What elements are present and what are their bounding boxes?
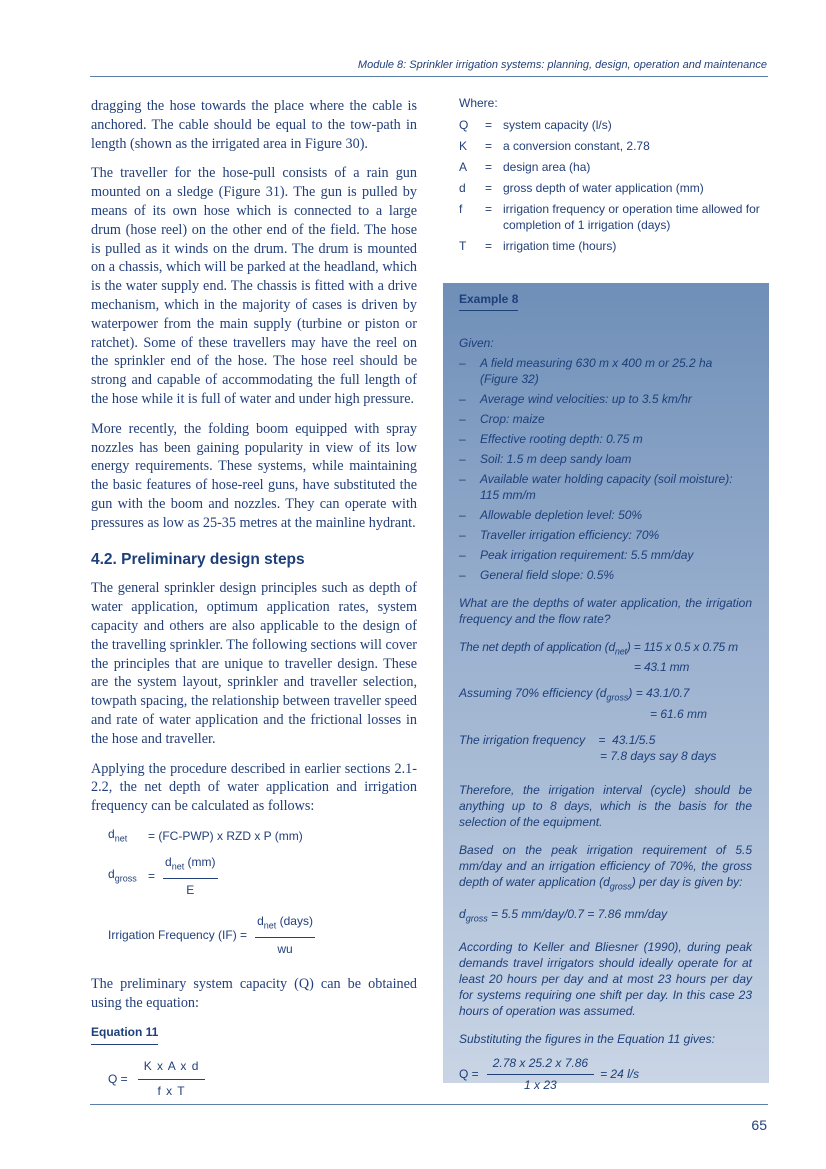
- where-def: design area (ha): [503, 160, 591, 174]
- dash-bullet: –: [459, 432, 466, 446]
- where-sym: K: [459, 139, 468, 153]
- list-item: [459, 527, 752, 543]
- dash-bullet: –: [459, 412, 466, 426]
- given-label: Given:: [459, 336, 494, 350]
- paragraph: Applying the procedure described in earlier sections 2.1-2.2, the net depth of water application and irrigation frequency can be calculated as follows:: [91, 760, 417, 815]
- header-rule: [90, 76, 768, 77]
- dash-bullet: –: [459, 392, 466, 406]
- fraction: $\frac{2.78 x 25.2 x 7.86}{1 x 23}$: [487, 1055, 594, 1093]
- where-def: gross depth of water application (mm): [503, 181, 704, 195]
- where-sym: A: [459, 160, 468, 174]
- paragraph: dragging the hose towards the place where the cable is anchored. The cable should be equal to the tow-path in length (shown as the irrigated area in Figure 30).: [91, 98, 417, 152]
- formula-dnet: $d_{net}$ = (FC-PWP) x RZD x P (mm): [108, 827, 303, 844]
- list-item-text: Allowable depletion level: 50%: [480, 508, 643, 522]
- where-def: irrigation time (hours): [503, 239, 617, 253]
- list-item-text: Average wind velocities: up to 3.5 km/hr: [480, 392, 692, 406]
- list-item-text: General field slope: 0.5%: [480, 568, 615, 582]
- where-block: [459, 96, 769, 259]
- where-eq: =: [485, 202, 493, 216]
- example-box: [443, 283, 769, 1092]
- footer-rule: [90, 1104, 768, 1105]
- given-list: [459, 355, 752, 583]
- paragraph: Therefore, the irrigation interval (cycle) should be anything up to 8 days, which is the basis for the selection of the equipment.: [459, 782, 752, 829]
- dash-bullet: –: [459, 548, 466, 562]
- list-item: [459, 355, 752, 387]
- where-eq: =: [485, 139, 493, 153]
- where-sym: f: [459, 202, 463, 216]
- where-row: [459, 117, 769, 133]
- where-def: irrigation frequency or operation time allowed for completion of 1 irrigation (days): [503, 202, 760, 232]
- section-title: 4.2. Preliminary design steps: [91, 550, 305, 568]
- fraction: $\frac{\text{K x A x d}}{\text{f x T}}$: [138, 1057, 206, 1101]
- where-list: [459, 117, 769, 254]
- where-eq: =: [485, 160, 493, 174]
- where-eq: =: [485, 239, 493, 253]
- equation-11: Q = $\frac{\text{K x A x d}}{\text{f x T}}$: [91, 1057, 417, 1101]
- calc-net-depth: The net depth of application $(d_{net}) = 115$ x 0.5 x 0.75 m = 43.1 mm: [459, 640, 738, 675]
- formula-dgross: $d_{gross}$ = $\frac{d_{net} (mm)}{E}$: [108, 853, 417, 900]
- where-eq: =: [485, 118, 493, 132]
- where-def: a conversion constant, 2.78: [503, 139, 650, 153]
- flow-rate-calc: Q = $\frac{2.78 x 25.2 x 7.86}{1 x 23}$ = 24 l/s: [459, 1055, 640, 1092]
- fraction: $\frac{d_{net} (mm)}{E}$: [165, 854, 216, 898]
- running-title: Module 8: Sprinkler irrigation systems: planning, design, operation and maintenance: [357, 59, 767, 71]
- where-sym: T: [459, 239, 467, 253]
- equation-label: Equation 11: [91, 1023, 158, 1045]
- calc-gross-depth: Assuming 70% efficiency $(d_{gross}) = 43.1/0.7$ = 61.6 mm: [459, 686, 708, 721]
- where-row: [459, 201, 769, 233]
- where-row: [459, 138, 769, 154]
- paragraph: The general sprinkler design principles such as depth of water application, optimum application rates, system capacity and others are also applicable to the design of the travelling sprinkler. The following sections will cover the principles that are unique to traveller design. These are the system layout, sprinkler and traveller selection, towpath spacing, the relationship between traveller speed and rate of water application and the frictional losses in the hose and traveller.: [91, 580, 417, 747]
- paragraph: The traveller for the hose-pull consists of a rain gun mounted on a sledge (Figure 31). The gun is pulled by means of its own hose which is connected to a large drum (hose reel) on the other end of the field. The hose is pulled as it winds on the drum. The drum is mounted on a chassis, which will be parked at the headland, which is the water supply end. The chassis is fitted with a drive mechanism, which in the majority of cases is driven by waterpower from the main supply (turbine or piston or ratchet). Some of these travellers may have the reel on the sprinkler end of the hose. The hose reel should be strong and capable of accommodating the full length of the hose while it is full of water and under high pressure.: [91, 165, 417, 407]
- where-eq: =: [485, 181, 493, 195]
- dash-bullet: –: [459, 508, 466, 522]
- list-item-text: Available water holding capacity (soil moisture): 115 mm/m: [480, 472, 733, 502]
- list-item-text: Crop: maize: [480, 412, 545, 426]
- where-sym: d: [459, 181, 466, 195]
- list-item: [459, 507, 752, 523]
- calc-frequency: The irrigation frequency = 43.1/5.5 = 7.8 days say 8 days: [459, 732, 717, 763]
- list-item-text: Effective rooting depth: 0.75 m: [480, 432, 643, 446]
- list-item: [459, 391, 752, 407]
- paragraph: More recently, the folding boom equipped with spray nozzles has been gaining popularity in view of its low energy requirements. These systems, while maintaining the basic features of hose-reel guns, have substituted the gun with the boom and nozzles. They can operate with pressures as low as 25-35 metres at the mainline hydrant.: [91, 420, 417, 531]
- list-item: [459, 451, 752, 467]
- dash-bullet: –: [459, 452, 466, 466]
- where-def: system capacity (l/s): [503, 118, 612, 132]
- where-row: [459, 180, 769, 196]
- formula-irrigation-frequency: Irrigation Frequency (IF) = $\frac{d_{net} (days)}{wu}$: [108, 912, 417, 959]
- list-item: [459, 567, 752, 583]
- list-item-text: Soil: 1.5 m deep sandy loam: [480, 452, 632, 466]
- left-column: [91, 97, 417, 1101]
- list-item: [459, 431, 752, 447]
- list-item: [459, 471, 752, 503]
- list-item: [459, 411, 752, 427]
- dash-bullet: –: [459, 568, 466, 582]
- calc-gross-per-day: $d_{gross} = 5.5$ mm/day/0.7 = 7.86 mm/day: [459, 907, 668, 924]
- formula-block: [91, 825, 417, 959]
- list-item-text: Traveller irrigation efficiency: 70%: [480, 528, 660, 542]
- paragraph: According to Keller and Bliesner (1990), during peak demands travel irrigators should ideally operate for at least 20 hours per day and at most 23 hours per day for systems requiring one shift per day. In this case 23 hours of operation was assumed.: [459, 939, 752, 1018]
- list-item-text: Peak irrigation requirement: 5.5 mm/day: [480, 548, 694, 562]
- list-item-text: A field measuring 630 m x 400 m or 25.2 ha (Figure 32): [480, 356, 713, 386]
- paragraph: The preliminary system capacity (Q) can be obtained using the equation:: [91, 975, 417, 1011]
- dash-bullet: –: [459, 472, 466, 486]
- paragraph: Substituting the figures in the Equation 11 gives:: [459, 1031, 715, 1046]
- where-row: [459, 159, 769, 175]
- fraction: $\frac{d_{net} (days)}{wu}$: [257, 913, 313, 957]
- where-title: Where:: [459, 96, 498, 110]
- where-row: [459, 238, 769, 254]
- where-sym: Q: [459, 118, 469, 132]
- question: What are the depths of water application, the irrigation frequency and the flow rate?: [459, 596, 752, 626]
- dash-bullet: –: [459, 528, 466, 542]
- dash-bullet: –: [459, 356, 466, 370]
- list-item: [459, 547, 752, 563]
- paragraph: Based on the peak irrigation requirement of 5.5 mm/day and an irrigation efficiency of 70%, the gross depth of water application $(d_{gross})$ per day is given by:: [459, 842, 752, 892]
- page-number: 65: [751, 1117, 767, 1133]
- example-title: Example 8: [459, 291, 518, 311]
